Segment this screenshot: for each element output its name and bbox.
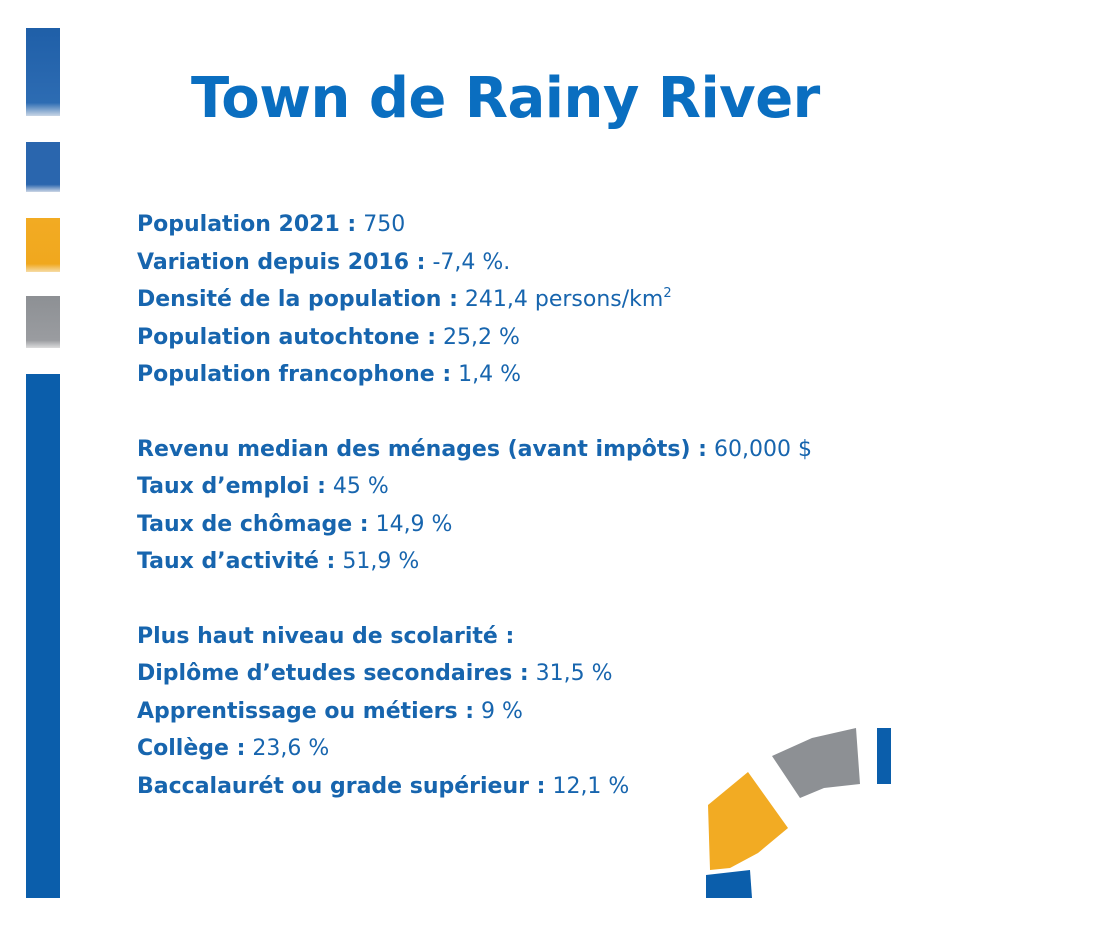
spacer bbox=[137, 581, 897, 618]
page-title: Town de Rainy River bbox=[191, 66, 820, 131]
fact-bachelor: Baccalaurét ou grade supérieur : 12,1 % bbox=[137, 773, 630, 799]
orange-arc-segment bbox=[708, 772, 788, 870]
fact-participation-rate: Taux d’activité : 51,9 % bbox=[137, 549, 420, 574]
blue-bar-segment bbox=[26, 142, 60, 192]
gray-bar-segment bbox=[26, 296, 60, 348]
fact-secondary-diploma: Diplôme d’etudes secondaires : 31,5 % bbox=[137, 661, 613, 686]
fact-francophone: Population francophone : 1,4 % bbox=[137, 362, 522, 387]
fact-apprenticeship: Apprentissage ou métiers : 9 % bbox=[137, 698, 523, 724]
blue-bar-long bbox=[26, 374, 60, 898]
orange-bar-segment bbox=[26, 218, 60, 272]
gray-arc-segment bbox=[772, 728, 860, 798]
education-heading: Plus haut niveau de scolarité : bbox=[137, 623, 515, 649]
fact-density: Densité de la population : 241,4 persons/$km^2$ bbox=[137, 286, 672, 312]
superscript: 2 bbox=[663, 286, 672, 301]
fact-population-2021: Population 2021 : 750 bbox=[137, 212, 406, 237]
blue-arc-segment-bottom bbox=[706, 870, 752, 898]
blue-bar-segment bbox=[26, 28, 60, 116]
blue-arc-segment-top bbox=[877, 728, 891, 784]
spacer bbox=[137, 394, 897, 431]
arc-logo-icon bbox=[700, 720, 900, 900]
fact-unemployment-rate: Taux de chômage : 14,9 % bbox=[137, 511, 453, 537]
fact-indigenous: Population autochtone : 25,2 % bbox=[137, 324, 520, 350]
fact-variation: Variation depuis 2016 : -7,4 %. bbox=[137, 249, 511, 275]
fact-college: Collège : 23,6 % bbox=[137, 736, 330, 761]
fact-employment-rate: Taux d’emploi : 45 % bbox=[137, 474, 389, 499]
fact-median-income: Revenu median des ménages (avant impôts) : 60,000 $ bbox=[137, 436, 812, 462]
facts-list bbox=[137, 206, 897, 805]
